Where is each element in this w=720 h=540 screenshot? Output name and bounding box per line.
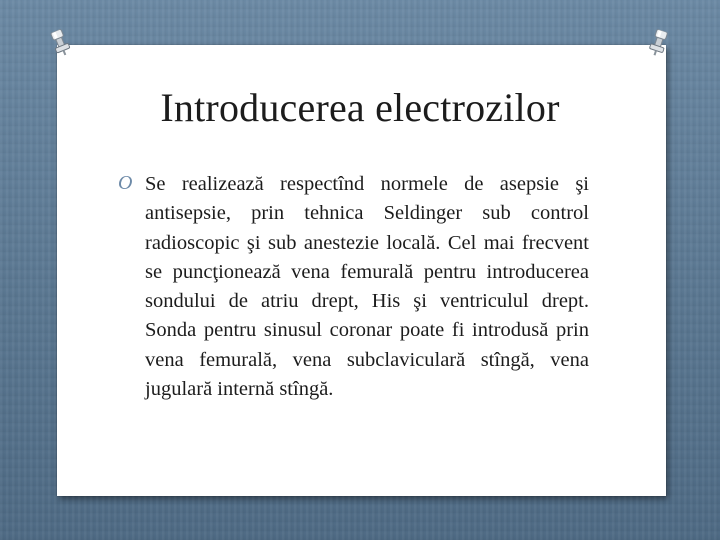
bullet-marker: O	[118, 172, 133, 194]
bullet-text: Se realizează respectînd normele de asepsie şi antisepsie, prin tehnica Seldinger sub control radioscopic şi sub anestezie locală. Cel mai frecvent se puncţionează vena femurală pentru introducerea sondului de atriu drept, His şi ventriculul drept. Sonda pentru sinusul coronar poate fi introdusă prin vena femurală, vena subclaviculară stîngă, vena jugulară internă stîngă.	[145, 173, 589, 401]
pushpin-icon	[49, 28, 73, 58]
slide-title: Introducerea electrozilor	[160, 85, 560, 130]
pushpin-icon	[647, 28, 669, 57]
